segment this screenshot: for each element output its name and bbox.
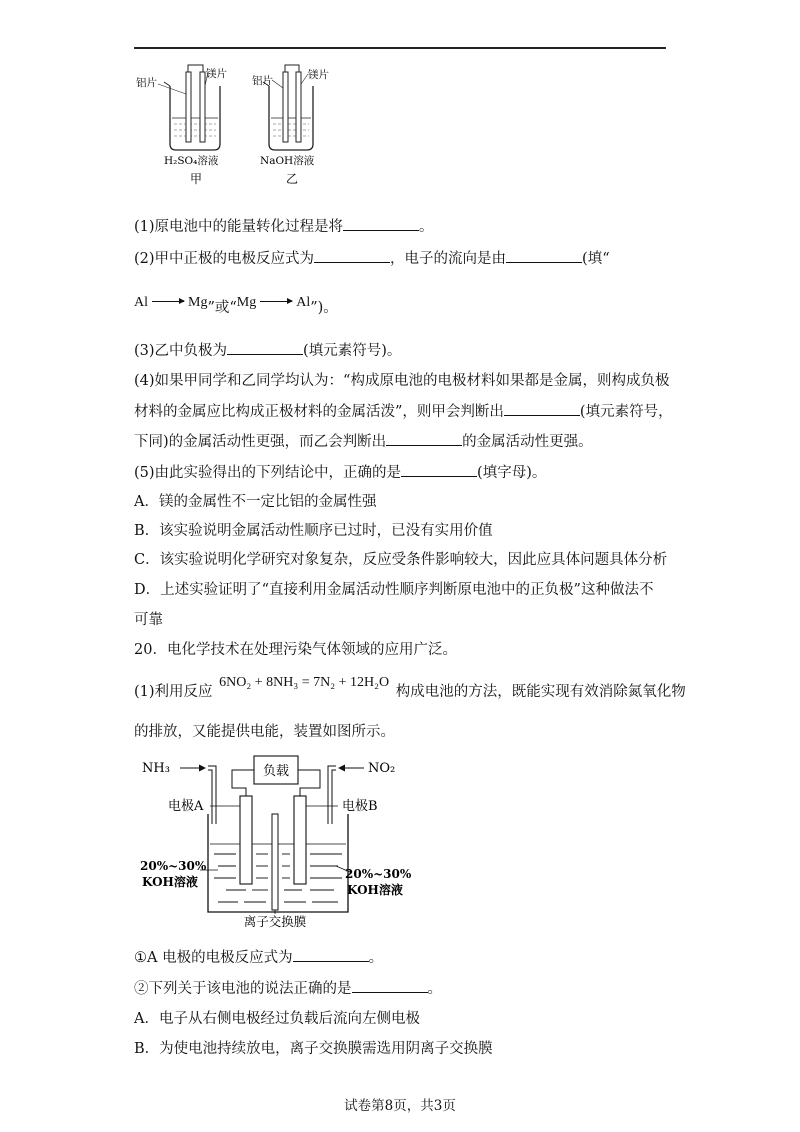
- q19-part3: (3)乙中负极为 (填元素符号)。: [134, 340, 401, 361]
- yi-mg-label: 镁片: [308, 69, 329, 81]
- jia-solution-label: H₂SO₄溶液: [164, 155, 219, 167]
- answer-blank[interactable]: [506, 248, 582, 263]
- jia-al-label: 铝片: [136, 77, 157, 89]
- membrane-label: 离子交换膜: [243, 914, 307, 929]
- q20-option-b: B．为使电池持续放电，离子交换膜需选用阴离子交换膜: [134, 1041, 493, 1057]
- electrode-b-label: 电极B: [342, 799, 378, 814]
- answer-blank[interactable]: [386, 431, 462, 446]
- q19-option-d-line1: D．上述实验证明了“直接利用金属活动性顺序判断原电池中的正负极”这种做法不: [134, 582, 654, 598]
- q19-part1: (1)原电池中的能量转化过程是将 。: [134, 216, 434, 237]
- q19-option-d-line2: 可靠: [134, 612, 163, 628]
- koh-right-concentration: 20%~30%: [345, 867, 412, 881]
- beaker-yi: [252, 65, 329, 186]
- q19-part4-line1: (4)如果甲同学和乙同学均认为：“构成原电池的电极材料如果都是金属，则构成负极: [134, 373, 670, 389]
- q19-option-a: A．镁的金属性不一定比铝的金属性强: [134, 494, 377, 510]
- answer-blank[interactable]: [343, 216, 419, 231]
- reaction-equation: 6NO₂ + 8NH₃ = 7N₂ + 12H₂O: [219, 675, 390, 690]
- fuel-cell-figure: [138, 752, 423, 930]
- answer-blank[interactable]: [352, 978, 428, 993]
- right-arrow-icon: [260, 301, 292, 302]
- answer-blank[interactable]: [314, 248, 390, 263]
- answer-blank[interactable]: [504, 401, 580, 416]
- q20-sub1: ①A 电极的电极反应式为 。: [134, 947, 383, 968]
- q19-option-c: C．该实验说明化学研究对象复杂，反应受条件影响较大，因此应具体问题具体分析: [134, 552, 668, 568]
- answer-blank[interactable]: [227, 340, 303, 355]
- answer-blank[interactable]: [293, 947, 369, 962]
- koh-left-concentration: 20%~30%: [140, 859, 207, 873]
- koh-right-label: KOH溶液: [347, 883, 403, 897]
- q20-stem: 20．电化学技术在处理污染气体领域的应用广泛。: [134, 642, 457, 658]
- nh3-label: NH₃: [142, 761, 170, 776]
- ion-exchange-membrane: [272, 814, 278, 910]
- q20-option-a: A．电子从右侧电极经过负载后流向左侧电极: [134, 1011, 420, 1027]
- q20-sub2: ②下列关于该电池的说法正确的是 。: [134, 978, 442, 999]
- page-footer: 试卷第8页，共3页: [344, 1098, 456, 1114]
- jia-name: 甲: [190, 172, 203, 186]
- yi-al-label: 铝片: [252, 75, 273, 87]
- electrode-b: [294, 796, 306, 884]
- q19-part4-line3: 下同)的金属活动性更强，而乙会判断出 的金属活动性更强。: [134, 431, 593, 452]
- q19-part4-line2: 材料的金属应比构成正极材料的金属活泼”，则甲会判断出 (填元素符号，: [134, 401, 673, 422]
- q20-part1-line2: 的排放，又能提供电能，装置如图所示。: [134, 724, 395, 740]
- answer-blank[interactable]: [401, 462, 477, 477]
- koh-left-label: KOH溶液: [142, 875, 198, 889]
- q20-part1-line1: (1)利用反应 6NO₂ + 8NH₃ = 7N₂ + 12H₂O 构成电池的方法，既能实现有效消除氮氧化物: [134, 675, 686, 700]
- right-arrow-icon: [152, 301, 184, 302]
- q19-part5: (5)由此实验得出的下列结论中，正确的是 (填字母)。: [134, 462, 546, 483]
- yi-name: 乙: [286, 172, 299, 186]
- q19-part2-options: Al Mg”或“Mg Al”)。: [134, 295, 338, 316]
- beakers-figure: [134, 62, 329, 187]
- jia-mg-label: 镁片: [206, 68, 227, 80]
- beaker-jia: [136, 65, 227, 186]
- header-rule: [134, 47, 666, 49]
- load-label: 负载: [262, 764, 290, 779]
- electrode-a-label: 电极A: [168, 799, 204, 814]
- electrode-a: [240, 796, 252, 884]
- no2-label: NO₂: [368, 761, 396, 776]
- yi-solution-label: NaOH溶液: [260, 155, 315, 167]
- q19-part2: (2)甲中正极的电极反应式为 ，电子的流向是由 (填“: [134, 248, 610, 269]
- q19-option-b: B．该实验说明金属活动性顺序已过时，已没有实用价值: [134, 523, 493, 539]
